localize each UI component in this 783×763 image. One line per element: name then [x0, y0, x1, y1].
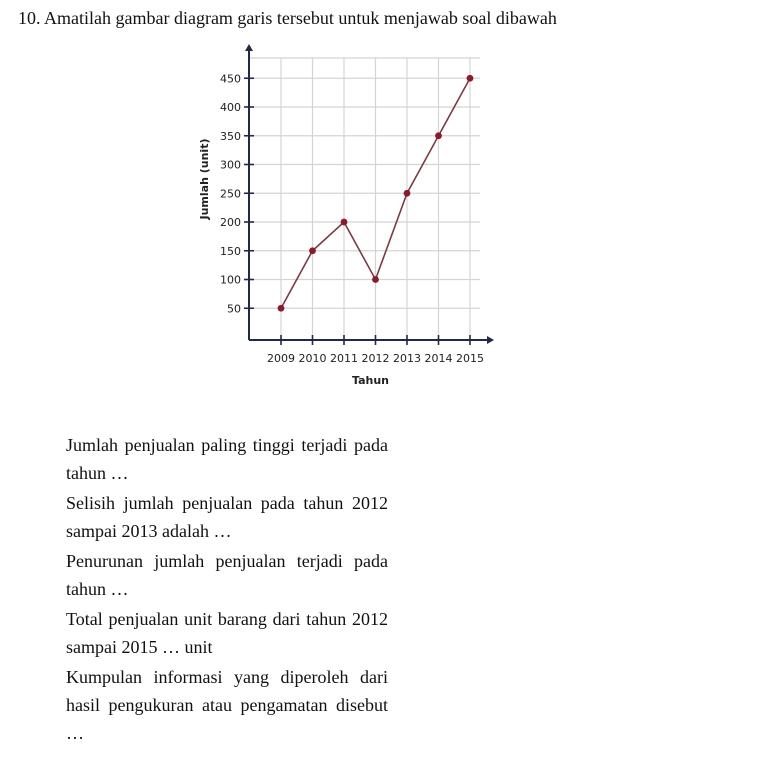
data-point — [341, 219, 348, 226]
y-tick-label: 250 — [220, 187, 241, 201]
x-tick-label: 2009 — [267, 352, 295, 365]
data-point — [404, 190, 411, 197]
y-tick-label: 450 — [220, 72, 241, 86]
data-point — [278, 305, 285, 312]
x-tick-label: 2014 — [424, 352, 453, 365]
y-tick-label: 100 — [220, 273, 241, 287]
x-tick-label: 2015 — [456, 352, 484, 365]
statement-list — [66, 431, 388, 749]
x-tick-label: 2013 — [393, 352, 421, 365]
y-tick-label: 200 — [220, 216, 241, 229]
data-point — [467, 75, 474, 82]
y-axis-title: Jumlah (unit) — [198, 138, 211, 220]
data-point — [435, 132, 442, 139]
y-tick-label: 300 — [220, 158, 241, 172]
y-axis-arrow — [245, 44, 253, 51]
statement-1: Jumlah penjualan paling tinggi terjadi pada tahun … — [66, 435, 388, 483]
x-axis-title: Tahun — [351, 374, 390, 387]
y-tick-label: 50 — [227, 302, 241, 316]
line-chart-svg — [190, 40, 590, 400]
data-point — [309, 247, 316, 254]
statement-3: Penurunan jumlah penjualan terjadi pada tahun … — [66, 551, 388, 599]
statement-2: Selisih jumlah penjualan pada tahun 2012 sampai 2013 adalah … — [66, 493, 388, 541]
y-tick-label: 150 — [220, 244, 241, 258]
statement-4: Total penjualan unit barang dari tahun 2012 sampai 2015 … unit — [66, 609, 388, 657]
line-chart — [190, 40, 590, 400]
statement-5: Kumpulan informasi yang diperoleh dari hasil pengukuran atau pengamatan disebut … — [66, 667, 388, 743]
y-tick-label: 350 — [220, 129, 241, 143]
data-point — [372, 276, 379, 283]
question-title: 10. Amatilah gambar diagram garis tersebut untuk menjawab soal dibawah — [18, 8, 557, 28]
x-tick-label: 2012 — [361, 352, 390, 365]
x-axis-arrow — [487, 336, 494, 344]
x-tick-label: 2010 — [298, 352, 327, 365]
y-tick-label: 400 — [220, 101, 241, 114]
x-tick-label: 2011 — [330, 352, 358, 365]
